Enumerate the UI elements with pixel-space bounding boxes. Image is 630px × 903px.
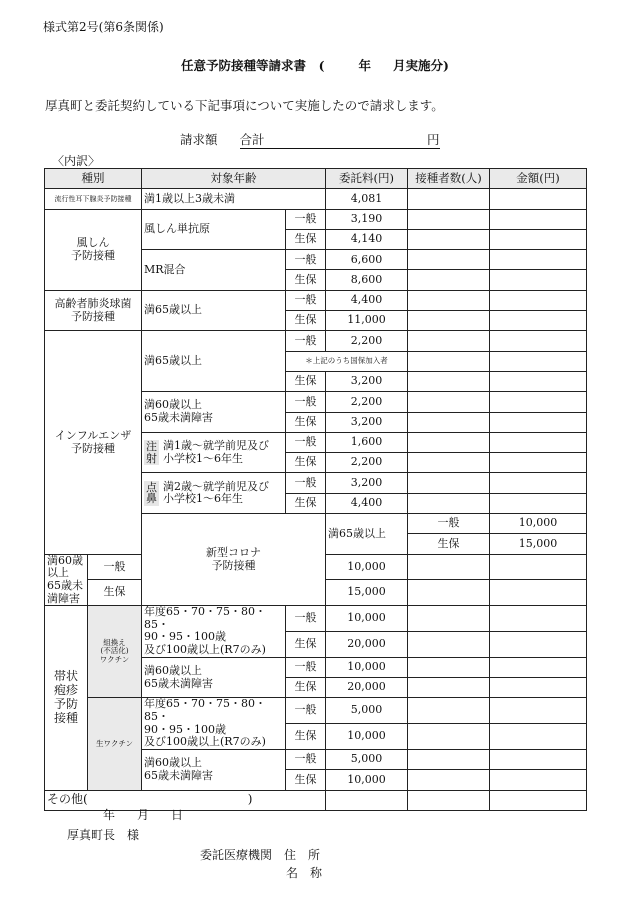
count-input[interactable] xyxy=(408,311,490,331)
fee-cell: 3,200 xyxy=(326,473,408,493)
class-cell: 一般 xyxy=(286,749,326,769)
breakdown-table xyxy=(44,168,587,811)
age-cell: 満60歳以上 65歳未満障害 xyxy=(142,749,286,790)
class-cell: 生保 xyxy=(286,270,326,290)
age-cell: MR混合 xyxy=(142,250,286,291)
page-title: 任意予防接種等請求書 ( 年 月実施分) xyxy=(181,58,449,73)
age-cell: 年度65・70・75・80・85・ 90・95・100歳 及び100歳以上(R7のみ) xyxy=(142,698,286,750)
amount-input[interactable] xyxy=(490,493,587,513)
age-cell: 満65歳以上 xyxy=(142,290,286,331)
class-cell: 一般 xyxy=(88,554,142,580)
table-row xyxy=(45,209,587,229)
class-cell: 生保 xyxy=(286,678,326,698)
count-input[interactable] xyxy=(408,580,490,606)
fee-cell: 4,400 xyxy=(326,290,408,310)
intro-text: 厚真町と委託契約している下記事項について実施したので請求します。 xyxy=(45,98,444,113)
table-row xyxy=(45,331,587,351)
type-covid: 新型コロナ 予防接種 xyxy=(142,514,326,606)
count-input[interactable] xyxy=(408,631,490,657)
class-cell: 生保 xyxy=(286,770,326,790)
count-input[interactable] xyxy=(408,493,490,513)
count-input[interactable] xyxy=(408,473,490,493)
count-input[interactable] xyxy=(408,724,490,750)
fee-cell: 11,000 xyxy=(326,311,408,331)
addressee: 厚真町長 様 xyxy=(67,828,140,842)
class-cell: 生保 xyxy=(286,229,326,249)
fee-cell: 3,200 xyxy=(326,371,408,391)
header-fee: 委託料(円) xyxy=(326,169,408,189)
class-cell: 生保 xyxy=(286,453,326,473)
vaccine-live: 生ワクチン xyxy=(88,698,142,790)
nasal-tag: 点 鼻 xyxy=(146,480,157,506)
age-cell xyxy=(142,473,286,514)
class-cell: 一般 xyxy=(286,657,326,677)
age-text: 満1歳～就学前児及び 小学校1～6年生 xyxy=(163,439,269,465)
amount-input[interactable] xyxy=(490,331,587,351)
count-input[interactable] xyxy=(408,412,490,432)
class-cell: 一般 xyxy=(286,331,326,351)
other-cell[interactable]: その他( ) xyxy=(45,790,326,810)
class-cell: 一般 xyxy=(286,392,326,412)
count-input[interactable] xyxy=(408,229,490,249)
fee-cell: 20,000 xyxy=(326,678,408,698)
fee-cell: 2,200 xyxy=(326,331,408,351)
count-input[interactable] xyxy=(408,290,490,310)
age-cell: 満1歳以上3歳未満 xyxy=(142,189,326,209)
amount-input[interactable] xyxy=(490,770,587,790)
count-input[interactable] xyxy=(408,209,490,229)
class-cell: 生保 xyxy=(286,631,326,657)
fee-cell: 5,000 xyxy=(326,698,408,724)
count-input[interactable] xyxy=(408,392,490,412)
amount-input[interactable] xyxy=(490,724,587,750)
age-cell: 満60歳以上 65歳未満障害 xyxy=(142,392,286,433)
fee-cell: 2,200 xyxy=(326,392,408,412)
count-input[interactable] xyxy=(408,770,490,790)
injection-tag: 注 射 xyxy=(146,440,157,465)
count-input[interactable] xyxy=(408,331,490,351)
class-cell: 生保 xyxy=(286,493,326,513)
institution-name: 名 称 xyxy=(286,866,323,880)
count-input[interactable] xyxy=(408,749,490,769)
age-cell: 満60歳以上 65歳未満障害 xyxy=(45,554,88,606)
amount-input[interactable] xyxy=(490,311,587,331)
count-input[interactable] xyxy=(408,678,490,698)
amount-input[interactable] xyxy=(490,453,587,473)
fee-cell: 20,000 xyxy=(326,631,408,657)
age-cell xyxy=(142,432,286,473)
institution-address: 委託医療機関 住 所 xyxy=(200,848,321,862)
claim-amount: 請求額 合計 円 xyxy=(180,132,440,147)
header-age: 対象年齢 xyxy=(142,169,326,189)
note-cell: ＊上記のうち国保加入者 xyxy=(286,351,408,371)
count-input[interactable] xyxy=(408,606,490,632)
class-cell: 一般 xyxy=(286,432,326,452)
fee-cell: 3,200 xyxy=(326,412,408,432)
amount-input[interactable] xyxy=(490,209,587,229)
count-input[interactable] xyxy=(408,250,490,270)
fee-cell: 8,600 xyxy=(326,270,408,290)
count-input[interactable] xyxy=(408,790,490,810)
table-header xyxy=(45,169,587,189)
vaccine-recombinant: 組換え (不活化) ワクチン xyxy=(88,606,142,698)
class-cell: 一般 xyxy=(286,290,326,310)
count-input[interactable] xyxy=(408,371,490,391)
amount-input[interactable] xyxy=(490,412,587,432)
amount-input[interactable] xyxy=(490,678,587,698)
amount-input[interactable] xyxy=(490,392,587,412)
table-row xyxy=(45,698,587,724)
age-cell: 満65歳以上 xyxy=(142,331,286,392)
table-row xyxy=(45,290,587,310)
class-cell: 生保 xyxy=(88,580,142,606)
amount-input[interactable] xyxy=(490,698,587,724)
age-text: 満2歳～就学前児及び 小学校1～6年生 xyxy=(163,479,269,506)
count-input[interactable] xyxy=(408,657,490,677)
header-amount: 金額(円) xyxy=(490,169,587,189)
class-cell: 一般 xyxy=(286,209,326,229)
table-row xyxy=(45,189,587,209)
age-cell: 満65歳以上 xyxy=(326,514,408,555)
count-input[interactable] xyxy=(408,554,490,580)
fee-cell: 4,400 xyxy=(326,493,408,513)
fee-cell: 1,600 xyxy=(326,432,408,452)
class-cell: 生保 xyxy=(286,311,326,331)
amount-input[interactable] xyxy=(490,657,587,677)
fee-input[interactable] xyxy=(326,790,408,810)
fee-cell: 3,190 xyxy=(326,209,408,229)
amount-input[interactable] xyxy=(490,229,587,249)
type-otitis: 流行性耳下腺炎予防接種 xyxy=(45,189,142,209)
type-pneumococcal: 高齢者肺炎球菌 予防接種 xyxy=(45,290,142,331)
fee-cell: 6,600 xyxy=(326,250,408,270)
count-input[interactable] xyxy=(408,351,490,371)
class-cell: 一般 xyxy=(408,514,490,534)
count-input[interactable] xyxy=(408,189,490,209)
table-row xyxy=(45,606,587,632)
amount-input[interactable] xyxy=(490,250,587,270)
type-zoster: 帯状 疱疹 予防 接種 xyxy=(45,606,88,790)
amount-input[interactable] xyxy=(490,790,587,810)
form-number: 様式第2号(第6条関係) xyxy=(43,20,164,34)
fee-cell: 10,000 xyxy=(326,724,408,750)
fee-cell: 15,000 xyxy=(490,534,587,554)
fee-cell: 5,000 xyxy=(326,749,408,769)
class-cell: 一般 xyxy=(286,250,326,270)
fee-cell: 10,000 xyxy=(490,514,587,534)
count-input[interactable] xyxy=(408,270,490,290)
fee-cell: 10,000 xyxy=(326,770,408,790)
amount-input[interactable] xyxy=(490,631,587,657)
date-line: 年 月 日 xyxy=(103,808,184,822)
amount-input[interactable] xyxy=(490,270,587,290)
age-cell: 風しん単抗原 xyxy=(142,209,286,250)
class-cell: 一般 xyxy=(286,473,326,493)
fee-cell: 10,000 xyxy=(326,657,408,677)
amount-input[interactable] xyxy=(490,432,587,452)
amount-input[interactable] xyxy=(490,473,587,493)
amount-input[interactable] xyxy=(490,371,587,391)
count-input[interactable] xyxy=(408,432,490,452)
count-input[interactable] xyxy=(408,698,490,724)
count-input[interactable] xyxy=(408,453,490,473)
fee-cell: 10,000 xyxy=(326,606,408,632)
amount-input[interactable] xyxy=(490,189,587,209)
fee-cell: 10,000 xyxy=(326,554,408,580)
type-rubella: 風しん 予防接種 xyxy=(45,209,142,290)
type-influenza: インフルエンザ 予防接種 xyxy=(45,331,142,554)
header-type: 種別 xyxy=(45,169,142,189)
fee-cell: 4,140 xyxy=(326,229,408,249)
age-cell: 年度65・70・75・80・85・ 90・95・100歳 及び100歳以上(R7のみ) xyxy=(142,606,286,658)
amount-input[interactable] xyxy=(490,290,587,310)
amount-input[interactable] xyxy=(490,580,587,606)
amount-input[interactable] xyxy=(490,606,587,632)
header-count: 接種者数(人) xyxy=(408,169,490,189)
class-cell: 一般 xyxy=(286,698,326,724)
amount-input[interactable] xyxy=(490,554,587,580)
section-label: 〈内訳〉 xyxy=(52,154,101,168)
class-cell: 生保 xyxy=(408,534,490,554)
fee-cell: 4,081 xyxy=(326,189,408,209)
class-cell: 生保 xyxy=(286,412,326,432)
class-cell: 一般 xyxy=(286,606,326,632)
age-cell: 満60歳以上 65歳未満障害 xyxy=(142,657,286,698)
class-cell: 生保 xyxy=(286,724,326,750)
amount-input[interactable] xyxy=(490,351,587,371)
class-cell: 生保 xyxy=(286,371,326,391)
amount-input[interactable] xyxy=(490,749,587,769)
fee-cell: 15,000 xyxy=(326,580,408,606)
fee-cell: 2,200 xyxy=(326,453,408,473)
